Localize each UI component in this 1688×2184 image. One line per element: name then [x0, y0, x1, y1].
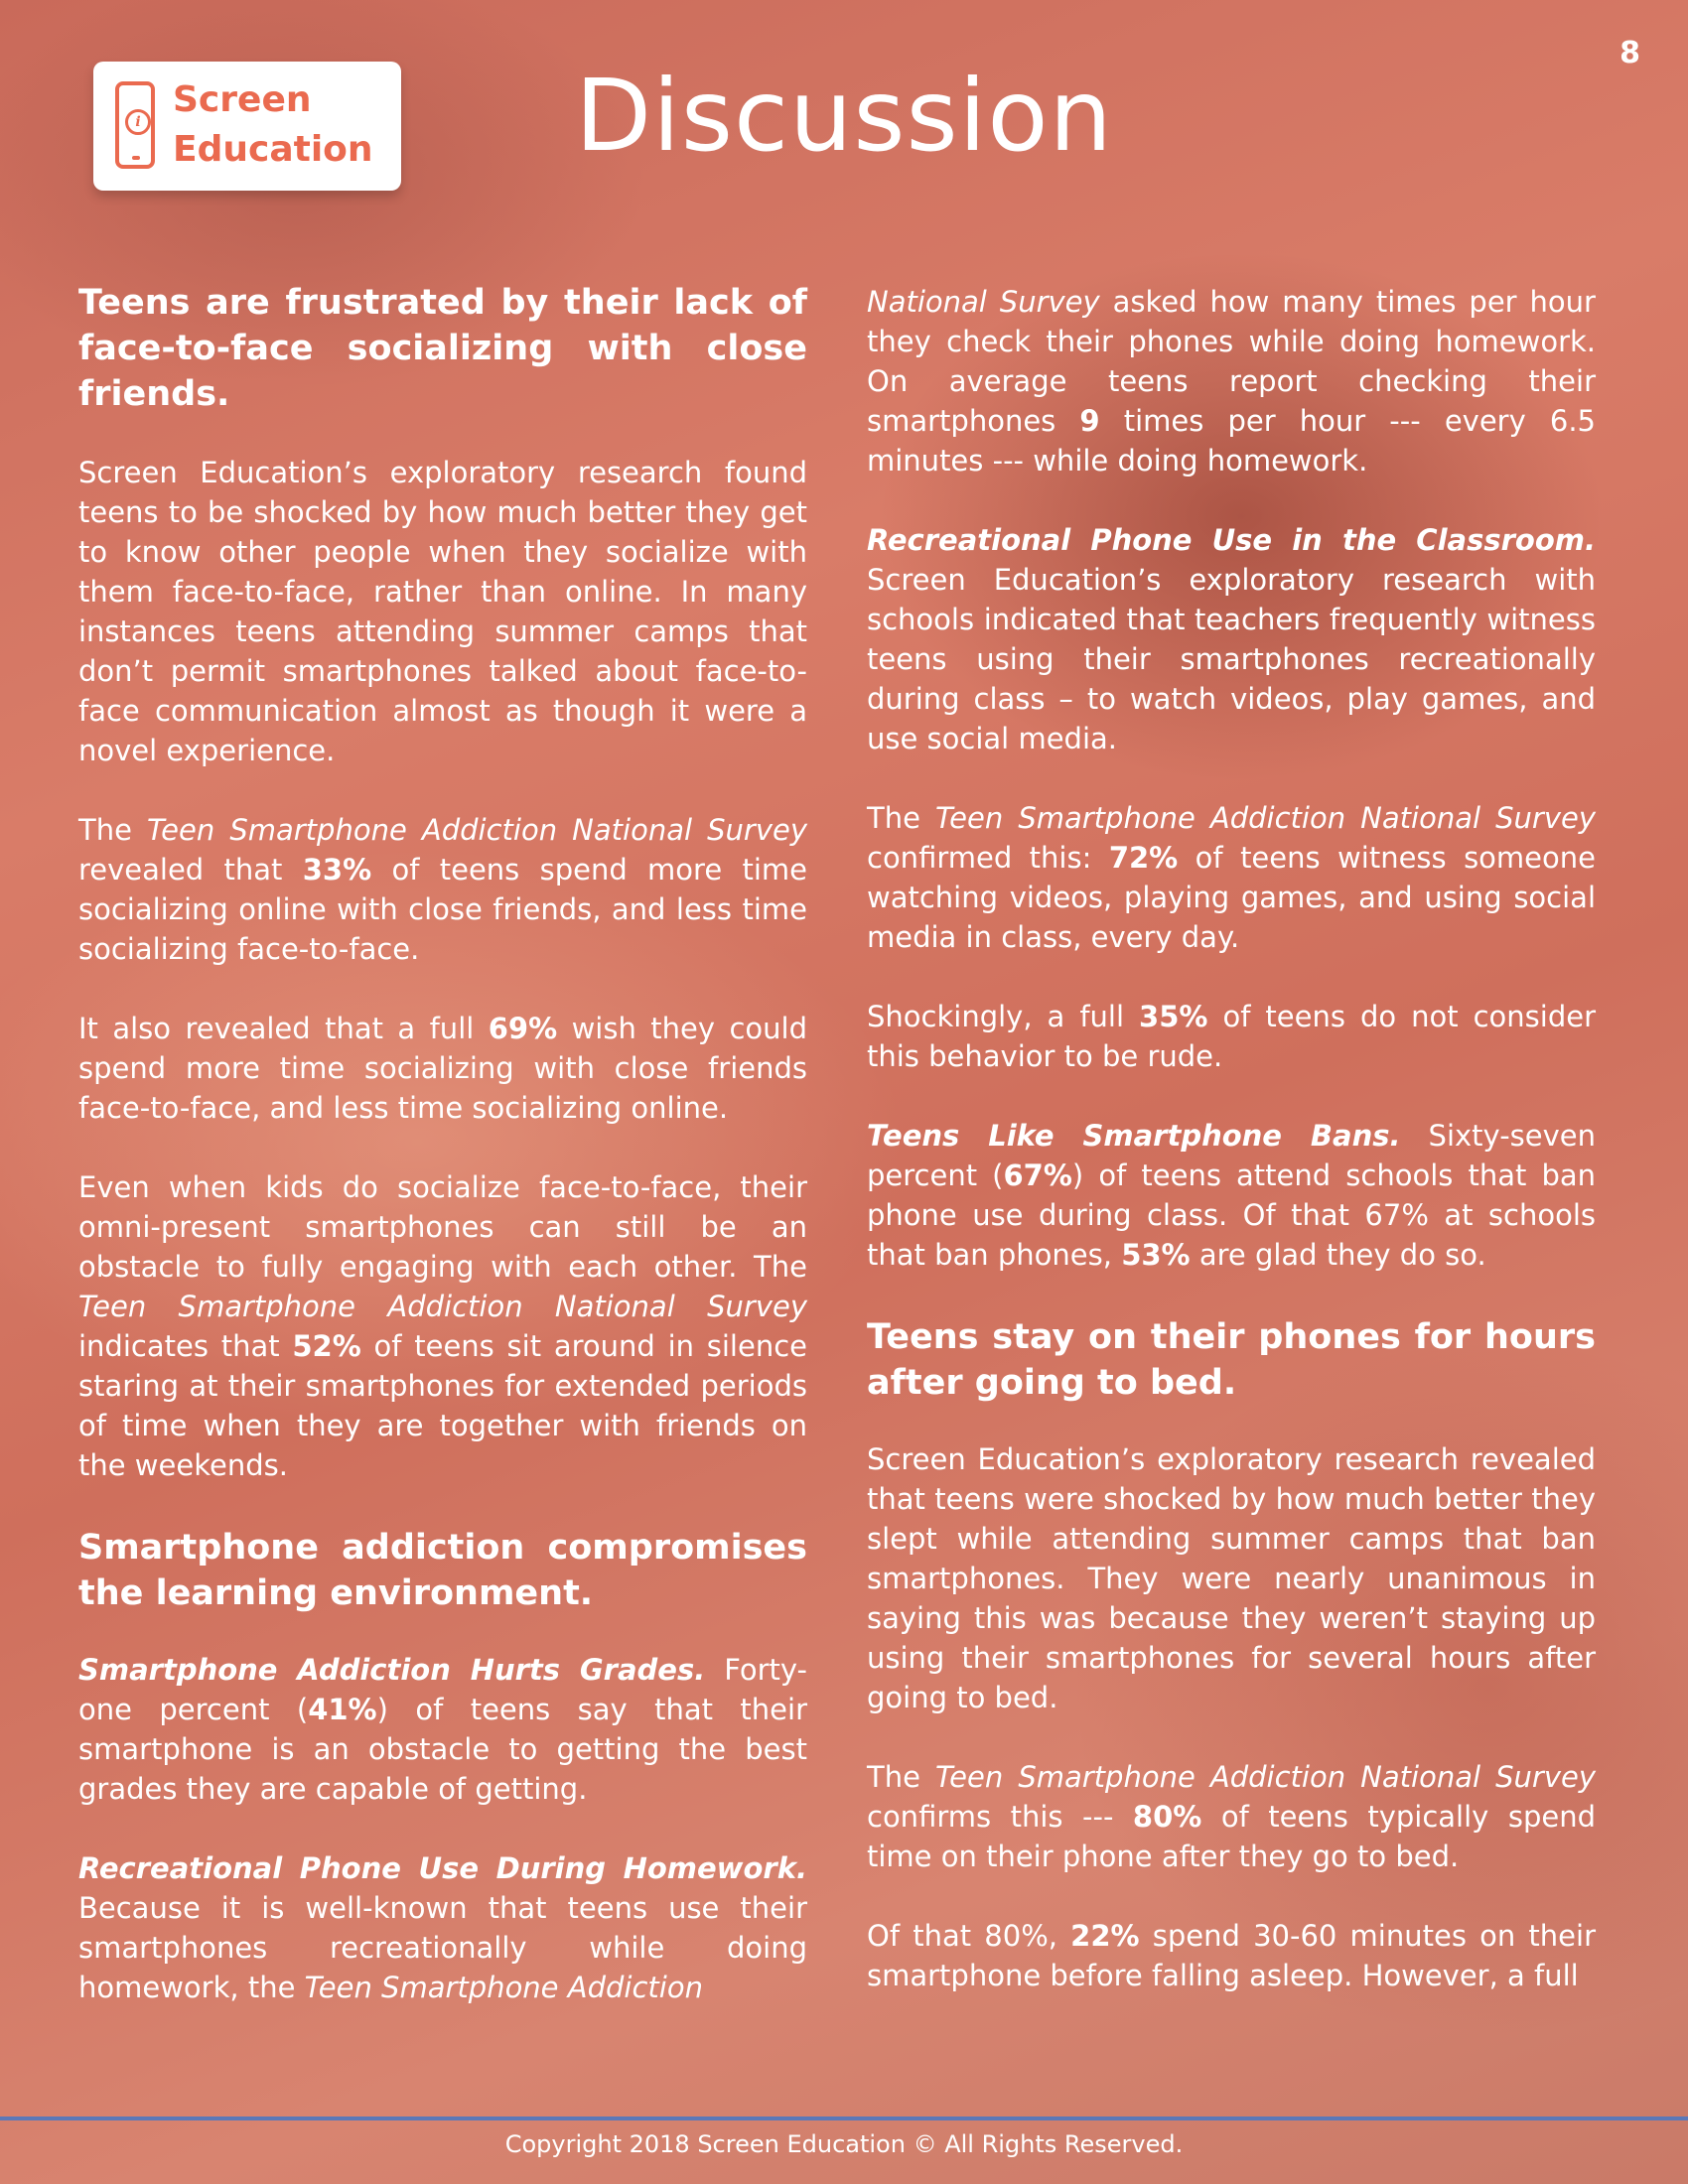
- paragraph: The Teen Smartphone Addiction National Survey confirmed this: 72% of teens witness someone watching videos, playing games, and using social media in class, every day.: [867, 801, 1596, 954]
- paragraph: Smartphone Addiction Hurts Grades. Forty-one percent (41%) of teens say that their smartphone is an obstacle to getting the best grades they are capable of getting.: [78, 1653, 807, 1806]
- paragraph: Of that 80%, 22% spend 30-60 minutes on their smartphone before falling asleep. However, a full: [867, 1919, 1596, 1992]
- paragraph: Screen Education’s exploratory research revealed that teens were shocked by how much better they slept while attending summer camps that ban smartphones. They were nearly unanimous in saying this was because they weren’t staying up using their smartphones for several hours after going to bed.: [867, 1442, 1596, 1714]
- paragraph: Shockingly, a full 35% of teens do not consider this behavior to be rude.: [867, 1000, 1596, 1073]
- left-column: [78, 280, 807, 2047]
- paragraph: Screen Education’s exploratory research found teens to be shocked by how much better they get to know other people when they socialize with them face-to-face, rather than online. In many instances teens attending summer camps that don’t permit smartphones talked about face-to-face communication almost as though it were a novel experience.: [78, 456, 807, 767]
- right-column: [867, 282, 1596, 2035]
- paragraph: Recreational Phone Use During Homework. Because it is well-known that teens use their smartphones recreationally while doing homework, the Teen Smartphone Addiction: [78, 1851, 807, 2004]
- page-number: 8: [1619, 36, 1640, 70]
- paragraph: National Survey asked how many times per hour they check their phones while doing homework. On average teens report checking their smartphones 9 times per hour --- every 6.5 minutes --- while doing homework.: [867, 285, 1596, 478]
- page-title: Discussion: [575, 58, 1113, 174]
- paragraph: The Teen Smartphone Addiction National Survey confirms this --- 80% of teens typically spend time on their phone after they go to bed.: [867, 1760, 1596, 1873]
- paragraph: Teens Like Smartphone Bans. Sixty-seven percent (67%) of teens attend schools that ban phone use during class. Of that 67% at schools that ban phones, 53% are glad they do so.: [867, 1119, 1597, 1272]
- paragraph: It also revealed that a full 69% wish they could spend more time socializing with close friends face-to-face, and less time socializing online.: [78, 1012, 807, 1125]
- paragraph: Even when kids do socialize face-to-face, their omni-present smartphones can still be an obstacle to fully engaging with each other. The Teen Smartphone Addiction National Survey indicates that 52% of teens sit around in silence staring at their smartphones for extended periods of time when they are together with friends on the weekends.: [78, 1170, 807, 1482]
- section-heading-sleep: Teens stay on their phones for hours after going to bed.: [867, 1317, 1596, 1403]
- phone-info-icon: i: [115, 81, 155, 169]
- footer-copyright: Copyright 2018 Screen Education © All Rights Reserved.: [504, 2130, 1184, 2158]
- section-heading-socializing: Teens are frustrated by their lack of face-to-face socializing with close friends.: [78, 283, 807, 414]
- section-heading-learning: Smartphone addiction compromises the learning environment.: [78, 1528, 807, 1613]
- logo-line-1: Screen: [173, 79, 312, 120]
- paragraph: Recreational Phone Use in the Classroom. Screen Education’s exploratory research with schools indicated that teachers frequently witness teens using their smartphones recreationally during class – to watch videos, play games, and use social media.: [867, 523, 1596, 755]
- paragraph: The Teen Smartphone Addiction National Survey revealed that 33% of teens spend more time socializing online with close friends, and less time socializing face-to-face.: [78, 813, 807, 966]
- logo-line-2: Education: [173, 129, 373, 170]
- footer-divider: [0, 2116, 1688, 2120]
